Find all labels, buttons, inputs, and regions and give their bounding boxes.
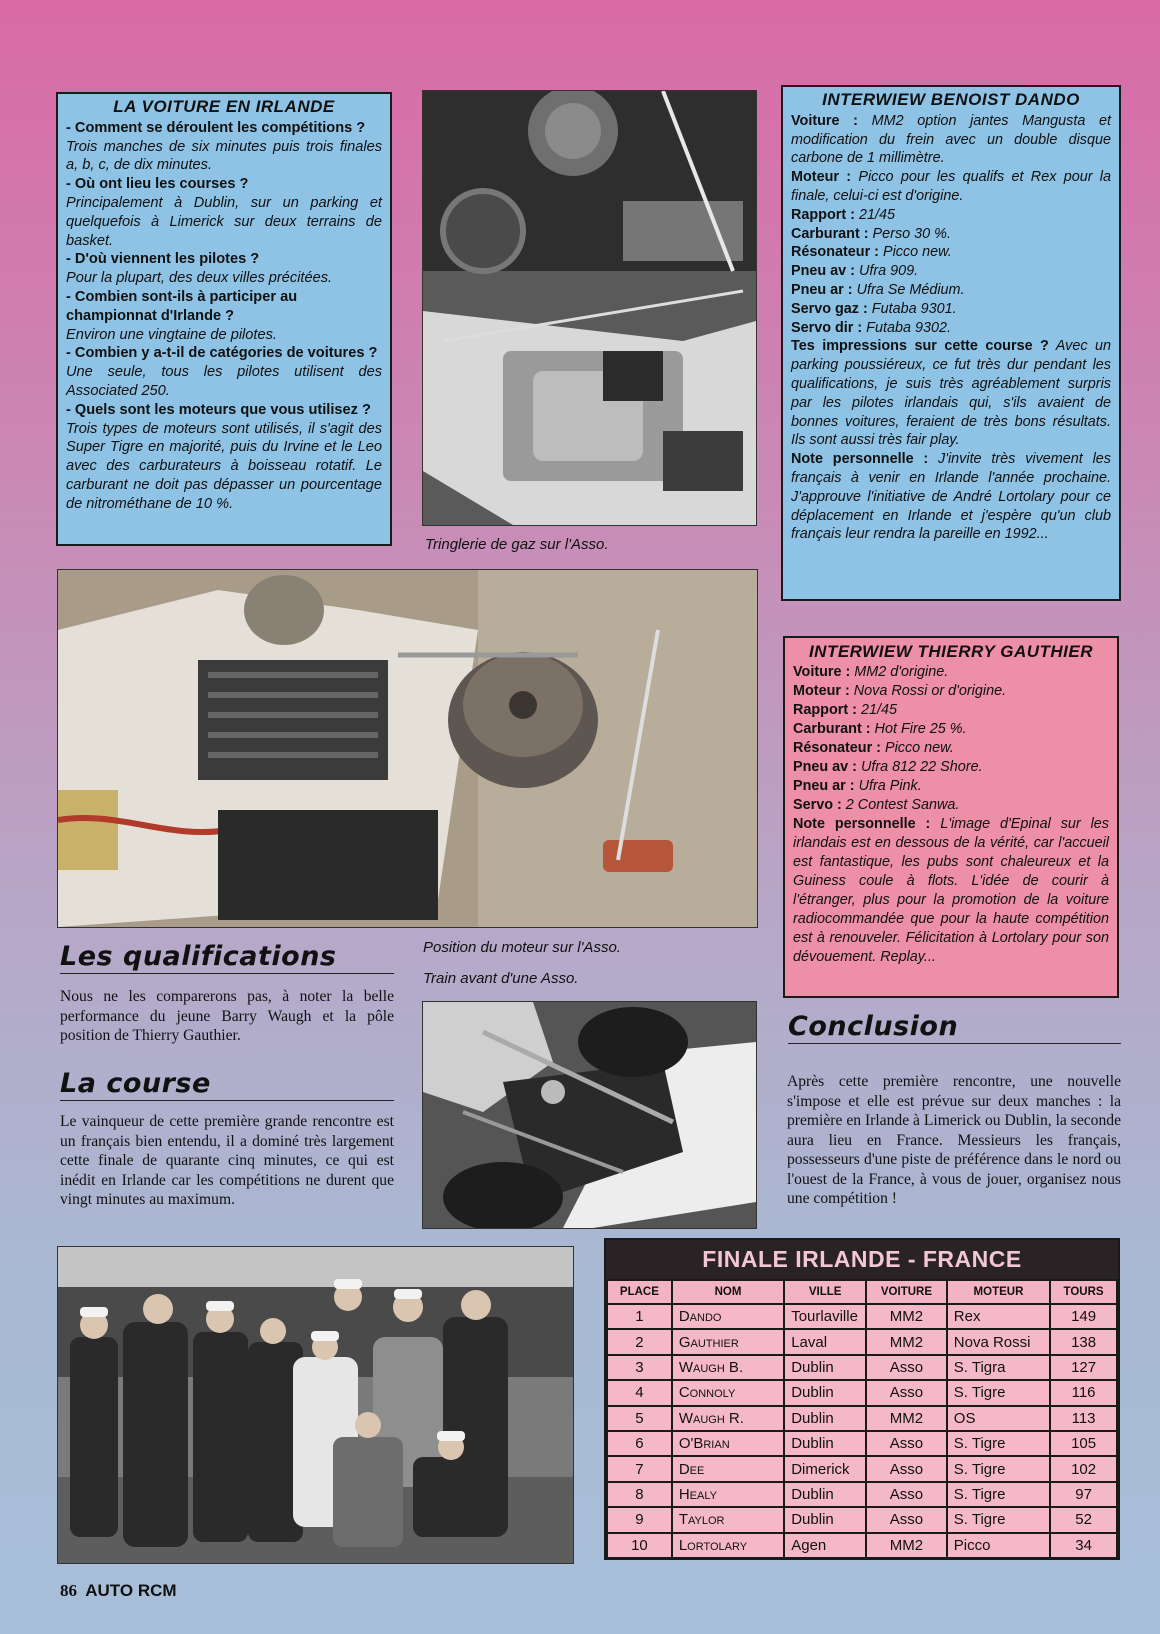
gauthier-item [793,796,1109,815]
results-cell: 102 [1050,1456,1117,1481]
dando-item-value: Futaba 9301. [867,300,957,317]
results-cell: Dublin [784,1380,866,1405]
results-cell: MM2 [866,1406,947,1431]
dando-item [791,206,1111,225]
voiture-question: - Où ont lieu les courses ? [66,176,249,193]
gauthier-item-value: L'image d'Epinal sur les irlandais est en dessous de la vérité, car l'accueil est fantastique, les pubs sont chaleureux et la Guiness coule à flots. L'idée de courir à l'étranger, plus pour la promotion de la voiture radiocommandée que pour la haute compétition est à renouveler. Félicitation à Lortolary pour son dévouement. Replay... [793,816,1109,965]
results-cell: 52 [1050,1507,1117,1532]
results-cell: Gauthier [672,1329,784,1354]
dando-box-content [791,112,1111,544]
results-cell: Dando [672,1304,784,1329]
dando-item-key: Pneu av : [791,263,855,280]
results-cell: Asso [866,1507,947,1532]
gauthier-item [793,777,1109,796]
dando-item-value: MM2 option jantes Mangusta et modification du frein avec un double disque carbone de 1 millimètre. [791,112,1111,167]
voiture-box-content [66,119,382,514]
results-row [607,1507,1117,1532]
dando-item-value: Futaba 9302. [862,319,951,336]
results-cell: Dublin [784,1431,866,1456]
dando-item-value: Ufra 909. [854,263,919,280]
voiture-answer: Trois types de moteurs sont utilisés, il s'agit des Super Tigre en majorité, puis du Irvine et le Leo avec des carburateurs à boisseau rotatif. Le carburant ne doit pas dépasser un pourcentage de nitrométhane de 10 %. [66,420,382,512]
conclusion-text: Après cette première rencontre, une nouvelle s'impose et elle est prévue sur deux manches : la première en Irlande à Limerick ou Dublin, la seconde aura lieu en France. Messieurs les français, possesseurs d'une piste de préférence dans le nord ou l'ouest de la France, à vous de jouer, organisez nous une compétition ! [787,1073,1121,1207]
gauthier-item-value: 21/45 [856,702,897,718]
voiture-answer: Environ une vingtaine de pilotes. [66,326,277,343]
results-row [607,1533,1117,1558]
gauthier-item-key: Carburant : [793,721,871,737]
gauthier-item-key: Rapport : [793,702,857,718]
results-title: FINALE IRLANDE - FRANCE [606,1240,1118,1279]
interview-gauthier-box [783,636,1119,998]
voiture-question: - Combien sont-ils à participer au championnat d'Irlande ? [66,288,298,324]
gauthier-item [793,701,1109,720]
qualifications-text: Nous ne les comparerons pas, à noter la belle performance du jeune Barry Waugh et la pôle position de Thierry Gauthier. [60,988,394,1044]
results-cell: Dublin [784,1355,866,1380]
voiture-box-title: LA VOITURE EN IRLANDE [113,97,335,116]
results-cell: Laval [784,1329,866,1354]
gauthier-item-key: Moteur : [793,683,850,699]
gauthier-item-key: Voiture : [793,664,851,680]
caption-tringlerie-gaz: Tringlerie de gaz sur l'Asso. [425,536,609,553]
results-row [607,1355,1117,1380]
course-text: Le vainqueur de cette première grande rencontre est un français bien entendu, il a dominé très largement cette finale de quarante cinq minutes, ce qui est inédit en Irlande car les compétitions ne durent que vingt minutes au maximum. [60,1113,394,1208]
voiture-question: - Quels sont les moteurs que vous utilisez ? [66,401,371,418]
gauthier-item-value: 2 Contest Sanwa. [841,797,960,813]
results-cell: 2 [607,1329,672,1354]
voiture-answer: Principalement à Dublin, sur un parking et quelquefois à Limerick sur deux terrains de basket. [66,194,382,249]
results-cell: Tourlaville [784,1304,866,1329]
magazine-name: AUTO RCM [85,1581,177,1600]
gauthier-item [793,758,1109,777]
results-cell: Asso [866,1355,947,1380]
results-cell: 3 [607,1355,672,1380]
results-header-row [607,1280,1117,1304]
gauthier-item [793,663,1109,682]
dando-item-key: Moteur : [791,169,852,186]
course-heading: La course [60,1068,394,1101]
gauthier-item [793,815,1109,967]
results-row [607,1304,1117,1329]
dando-item-value: Picco new. [878,244,952,261]
gauthier-item-key: Résonateur : [793,740,881,756]
photo-position-moteur [57,569,758,928]
photo-train-avant [422,1001,757,1229]
dando-item [791,300,1111,319]
interview-dando-box [781,85,1121,601]
photo-groupe-pilotes [57,1246,574,1564]
dando-item [791,262,1111,281]
results-cell: 34 [1050,1533,1117,1558]
gauthier-item [793,720,1109,739]
dando-item-key: Résonateur : [791,244,879,261]
dando-item-value: Avec un parking poussiéreux, ce fut très dur pendant les qualifications, je suis très agréablement surpris par les pilotes irlandais qui, s'ils avaient de bonnes voitures, feraient de très bons résultats. Ils sont aussi très fair play. [791,338,1111,449]
dando-item-key: Note personnelle : [791,451,929,468]
results-cell: 138 [1050,1329,1117,1354]
page-number: 86 [60,1581,77,1600]
dando-item-key: Carburant : [791,225,869,242]
gauthier-item-value: Hot Fire 25 %. [870,721,967,737]
results-table [606,1279,1118,1559]
results-header-cell: MOTEUR [947,1280,1050,1304]
results-row [607,1431,1117,1456]
results-row [607,1380,1117,1405]
results-cell: Rex [947,1304,1050,1329]
dando-item-value: Perso 30 %. [868,225,951,242]
results-header-cell: TOURS [1050,1280,1117,1304]
gauthier-item-key: Note personnelle : [793,816,931,832]
results-cell: Dublin [784,1507,866,1532]
gauthier-item-value: Picco new. [880,740,954,756]
qualifications-heading: Les qualifications [60,941,394,974]
results-cell: Asso [866,1456,947,1481]
results-cell: MM2 [866,1533,947,1558]
results-cell: 97 [1050,1482,1117,1507]
dando-item [791,168,1111,206]
gauthier-item-value: MM2 d'origine. [850,664,949,680]
gauthier-item-key: Servo : [793,797,842,813]
results-cell: Connoly [672,1380,784,1405]
results-cell: Asso [866,1431,947,1456]
results-table-panel [604,1238,1120,1560]
results-header-cell: PLACE [607,1280,672,1304]
gauthier-box-title: INTERWIEW THIERRY GAUTHIER [808,642,1094,661]
dando-box-title: INTERWIEW BENOIST DANDO [822,90,1080,109]
results-cell: 116 [1050,1380,1117,1405]
voiture-question: - D'où viennent les pilotes ? [66,251,260,268]
gauthier-item-key: Pneu av : [793,759,857,775]
dando-item-value: J'invite très vivement les français à venir en Irlande l'année prochaine. J'approuve l'initiative de André Lortolary pour ce déplacement en Irlande et j'espère qu'un club français leur rendra la pareille en 1992... [791,451,1112,543]
results-body [607,1304,1117,1558]
results-row [607,1482,1117,1507]
results-cell: 5 [607,1406,672,1431]
results-header-cell: VOITURE [866,1280,947,1304]
page-footer [60,1581,177,1601]
results-header-cell: NOM [672,1280,784,1304]
dando-item [791,112,1111,168]
gauthier-item [793,739,1109,758]
results-row [607,1329,1117,1354]
voiture-en-irlande-box [56,92,392,546]
results-cell: Asso [866,1482,947,1507]
results-cell: Picco [947,1533,1050,1558]
results-cell: MM2 [866,1304,947,1329]
voiture-answer: Pour la plupart, des deux villes précitées. [66,270,333,287]
results-cell: 113 [1050,1406,1117,1431]
results-cell: Lortolary [672,1533,784,1558]
results-cell: Dublin [784,1406,866,1431]
voiture-question: - Comment se déroulent les compétitions ? [66,119,366,136]
caption-position-moteur: Position du moteur sur l'Asso. [423,939,621,956]
results-cell: 6 [607,1431,672,1456]
results-cell: Dublin [784,1482,866,1507]
results-cell: 7 [607,1456,672,1481]
dando-item-key: Pneu ar : [791,281,853,298]
dando-item-key: Voiture : [791,112,858,129]
voiture-answer: Une seule, tous les pilotes utilisent des Associated 250. [66,364,382,399]
dando-item-value: Picco pour les qualifs et Rex pour la finale, celui-ci est d'origine. [791,169,1111,204]
results-cell: 1 [607,1304,672,1329]
results-cell: S. Tigra [947,1355,1050,1380]
results-cell: Nova Rossi [947,1329,1050,1354]
results-cell: 8 [607,1482,672,1507]
results-row [607,1406,1117,1431]
voiture-answer: Trois manches de six minutes puis trois finales a, b, c, de dix minutes. [66,138,382,174]
results-cell: Taylor [672,1507,784,1532]
voiture-question: - Combien y a-t-il de catégories de voitures ? [66,345,378,362]
results-cell: MM2 [866,1329,947,1354]
results-cell: 4 [607,1380,672,1405]
results-header-cell: VILLE [784,1280,866,1304]
caption-train-avant: Train avant d'une Asso. [423,970,579,987]
results-cell: 149 [1050,1304,1117,1329]
dando-item [791,337,1111,450]
results-cell: Asso [866,1380,947,1405]
dando-item [791,243,1111,262]
results-cell: S. Tigre [947,1380,1050,1405]
conclusion-heading: Conclusion [788,1011,1121,1044]
results-cell: Dee [672,1456,784,1481]
gauthier-item-value: Ufra 812 22 Shore. [856,759,983,775]
dando-item [791,225,1111,244]
results-cell: S. Tigre [947,1482,1050,1507]
gauthier-item [793,682,1109,701]
results-cell: OS [947,1406,1050,1431]
results-cell: 10 [607,1533,672,1558]
results-row [607,1456,1117,1481]
results-cell: 9 [607,1507,672,1532]
photo-tringlerie-gaz [422,90,757,526]
dando-item-value: Ufra Se Médium. [852,281,965,298]
results-cell: S. Tigre [947,1507,1050,1532]
results-cell: Agen [784,1533,866,1558]
dando-item [791,281,1111,300]
dando-item [791,319,1111,338]
results-cell: Dimerick [784,1456,866,1481]
results-cell: Waugh R. [672,1406,784,1431]
results-cell: S. Tigre [947,1431,1050,1456]
gauthier-item-value: Ufra Pink. [854,778,922,794]
dando-item-value: 21/45 [854,206,895,223]
results-cell: S. Tigre [947,1456,1050,1481]
results-cell: Waugh B. [672,1355,784,1380]
results-cell: 127 [1050,1355,1117,1380]
results-cell: O'Brian [672,1431,784,1456]
dando-item-key: Servo gaz : [791,300,868,317]
gauthier-box-content [793,663,1109,967]
dando-item [791,450,1111,544]
dando-item-key: Rapport : [791,206,855,223]
results-cell: 105 [1050,1431,1117,1456]
results-cell: Healy [672,1482,784,1507]
dando-item-key: Tes impressions sur cette course ? [791,338,1049,355]
gauthier-item-key: Pneu ar : [793,778,855,794]
gauthier-item-value: Nova Rossi or d'origine. [849,683,1007,699]
dando-item-key: Servo dir : [791,319,863,336]
